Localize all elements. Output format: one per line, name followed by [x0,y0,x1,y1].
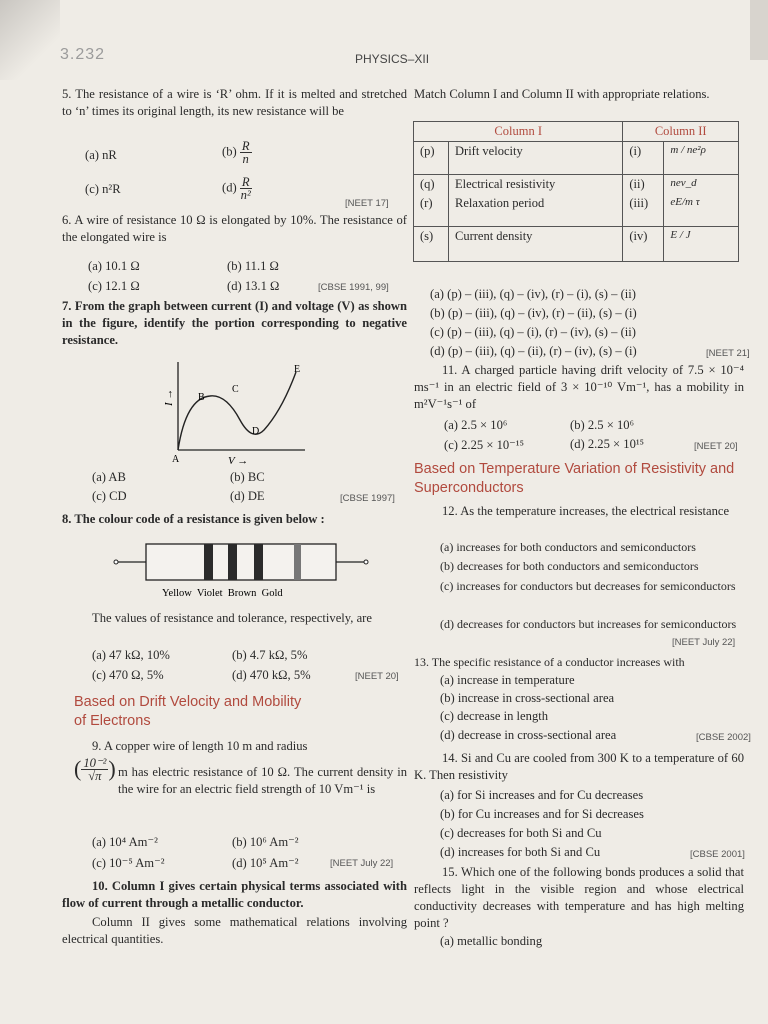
row-relation: eE/m τ [664,194,739,227]
graph-point-A: A [172,454,180,465]
row-relation: E / J [664,227,739,262]
q6-option-a: (a) 10.1 Ω [88,259,140,273]
q7-option-d: (d) DE [230,489,265,503]
q6-text: 6. A wire of resistance 10 Ω is elongated by 10%. The resistance of the elongated wire is [62,213,407,244]
band-gold [294,544,301,580]
q5-b-den: n [242,152,249,166]
q9-source: [NEET July 22] [330,858,394,869]
q7-option-c: (c) CD [92,489,127,503]
q7-text: 7. From the graph between current (I) and voltage (V) as shown in the figure, identify the portion corresponding to negative resistance. [62,299,407,347]
table-row [414,175,739,195]
q14-option-d: (d) increases for both Si and Cu [440,845,601,859]
q14-text: 14. Si and Cu are cooled from 300 K to a temperature of 60 K. Then resistivity [414,751,744,782]
q7-source: [CBSE 1997] [340,493,395,504]
row-index: (ii) [623,175,664,195]
q5-option-d [222,176,252,201]
resistor-body [146,544,336,580]
row-key: (r) [414,194,449,227]
q12-option-b: (b) decreases for both conductors and semiconductors [440,559,699,573]
q8-source: [NEET 20] [355,671,399,682]
resistor-terminal-left [114,560,118,564]
q6-option-c: (c) 12.1 Ω [88,279,140,293]
col2-head: Column II [623,122,739,142]
match-source: [NEET 21] [706,348,750,359]
match-option-c: (c) (p) – (iii), (q) – (i), (r) – (iv), (s) – (ii) [430,325,636,339]
table-row [414,142,739,175]
q5-b-num: R [241,139,250,153]
table-row [414,227,739,262]
q12-text: 12. As the temperature increases, the electrical resistance [442,504,730,518]
col1-head: Column I [414,122,623,142]
q9-option-d: (d) 10⁵ Am⁻² [232,856,299,870]
row-index: (iii) [623,194,664,227]
q13-option-c: (c) decrease in length [440,709,549,723]
q8-option-c: (c) 470 Ω, 5% [92,668,164,682]
row-key: (q) [414,175,449,195]
row-index: (iv) [623,227,664,262]
match-intro: Match Column I and Column II with appropriate relations. [414,87,710,101]
q12-source: [NEET July 22] [672,637,736,648]
q7-option-a: (a) AB [92,470,126,484]
q13-option-b: (b) increase in cross-sectional area [440,691,615,705]
q11-source: [NEET 20] [694,441,738,452]
q9-option-c: (c) 10⁻⁵ Am⁻² [92,856,165,870]
section-title-drift-velocity: Based on Drift Velocity and Mobility of Electrons [74,694,302,729]
graph-xlabel: V → [228,455,249,467]
section-title-temperature: Based on Temperature Variation of Resistivity and Superconductors [414,461,735,496]
match-option-a: (a) (p) – (iii), (q) – (iv), (r) – (i), (s) – (ii) [430,287,636,301]
table-row [414,194,739,227]
graph-ylabel: I → [163,388,175,406]
q8-option-d: (d) 470 kΩ, 5% [232,668,311,682]
resistor-diagram [112,536,372,598]
q13-option-d: (d) decrease in cross-sectional area [440,728,617,742]
q5-d-den: n² [240,188,251,202]
band-brown [254,544,263,580]
q8-option-b: (b) 4.7 kΩ, 5% [232,648,308,662]
q5-option-b [222,140,252,165]
graph-point-D: D [252,426,260,437]
band-labels: Yellow Violet Brown Gold [162,588,283,598]
q13-option-a: (a) increase in temperature [440,673,575,687]
q5-text: 5. The resistance of a wire is ‘R’ ohm. If it is melted and stretched to ‘n’ times its original length, its new resistance will be [62,87,407,118]
q8-text: 8. The colour code of a resistance is given below : [62,512,325,526]
row-term: Drift velocity [449,142,623,175]
match-table [413,121,739,262]
q9-radius-fraction: ( $\frac{\text{10⁻²}}{√\pi}$ ) [74,755,116,783]
q13-source: [CBSE 2002] [696,732,751,743]
q10-text: 10. Column I gives certain physical terms associated with flow of current through a metallic conductor. [62,879,407,910]
row-index: (i) [623,142,664,175]
row-relation: nev_d [664,175,739,195]
page-number: 3.232 [60,46,106,63]
match-option-d: (d) (p) – (iii), (q) – (ii), (r) – (iv), (s) – (i) [430,344,637,358]
row-term: Relaxation period [449,194,623,227]
q6-option-d: (d) 13.1 Ω [227,279,280,293]
q9-option-b: (b) 10⁶ Am⁻² [232,835,299,849]
q12-option-c: (c) increases for conductors but decreases for semiconductors [440,579,736,593]
match-option-b: (b) (p) – (iii), (q) – (iv), (r) – (ii), (s) – (i) [430,306,637,320]
band-yellow [204,544,213,580]
q11-text: 11. A charged particle having drift velocity of 7.5 × 10⁻⁴ ms⁻¹ in an electric field of 3 × 10⁻¹⁰ Vm⁻¹, has a mobility in m²V⁻¹s⁻¹ of [414,363,744,411]
q14-option-b: (b) for Cu increases and for Si decreases [440,807,644,821]
graph-point-C: C [232,384,239,395]
q9-option-a: (a) 10⁴ Am⁻² [92,835,158,849]
page-edge-shadow [750,0,768,60]
q11-option-d: (d) 2.25 × 10¹⁵ [570,437,645,451]
running-title: PHYSICS–XII [355,52,430,66]
q12-option-a: (a) increases for both conductors and semiconductors [440,540,696,554]
q6-option-b: (b) 11.1 Ω [227,259,279,273]
q9-frac-num: 10⁻² [83,755,107,770]
row-key: (s) [414,227,449,262]
band-violet [228,544,237,580]
q5-option-b-label: (b) [222,144,237,159]
q13-text: 13. The specific resistance of a conductor increases with [414,655,685,669]
match-table-header [414,122,739,142]
q5-option-c: (c) n²R [85,182,121,196]
q14-option-c: (c) decreases for both Si and Cu [440,826,602,840]
graph-point-B: B [198,392,205,403]
q8-text-2: The values of resistance and tolerance, respectively, are [92,611,372,625]
q14-source: [CBSE 2001] [690,849,745,860]
q15-text: 15. Which one of the following bonds produces a solid that reflects light in the visible region and whose electrical conductivity decreases with temperature and has high melting point ? [414,865,744,930]
q9-text-a: 9. A copper wire of length 10 m and radius [92,739,308,753]
q5-option-d-label: (d) [222,180,237,195]
resistor-terminal-right [364,560,368,564]
graph-point-E: E [294,364,301,375]
q5-d-num: R [241,175,250,189]
row-term: Current density [449,227,623,262]
q5-source: [NEET 17] [345,198,389,209]
q10-text-2: Column II gives some mathematical relations involving electrical quantities. [62,915,407,946]
q9-frac-den: √π [88,768,102,783]
q6-source: [CBSE 1991, 99] [318,282,389,293]
page-corner-shadow [0,0,60,80]
q7-option-b: (b) BC [230,470,265,484]
q12-option-d: (d) decreases for conductors but increases for semiconductors [440,617,737,631]
q11-option-b: (b) 2.5 × 10⁶ [570,418,634,432]
row-key: (p) [414,142,449,175]
q14-option-a: (a) for Si increases and for Cu decreases [440,788,644,802]
row-term: Electrical resistivity [449,175,623,195]
q15-option-a: (a) metallic bonding [440,934,543,948]
q11-option-c: (c) 2.25 × 10⁻¹⁵ [444,438,524,452]
q11-option-a: (a) 2.5 × 10⁶ [444,418,508,432]
q5-option-a: (a) nR [85,148,117,162]
q9-text-b: m has electric resistance of 10 Ω. The current density in the wire for an electric field strength of 10 Vm⁻¹ is [118,765,407,796]
q8-option-a: (a) 47 kΩ, 10% [92,648,170,662]
row-relation: m / ne²ρ [664,142,739,175]
iv-graph [160,358,310,468]
